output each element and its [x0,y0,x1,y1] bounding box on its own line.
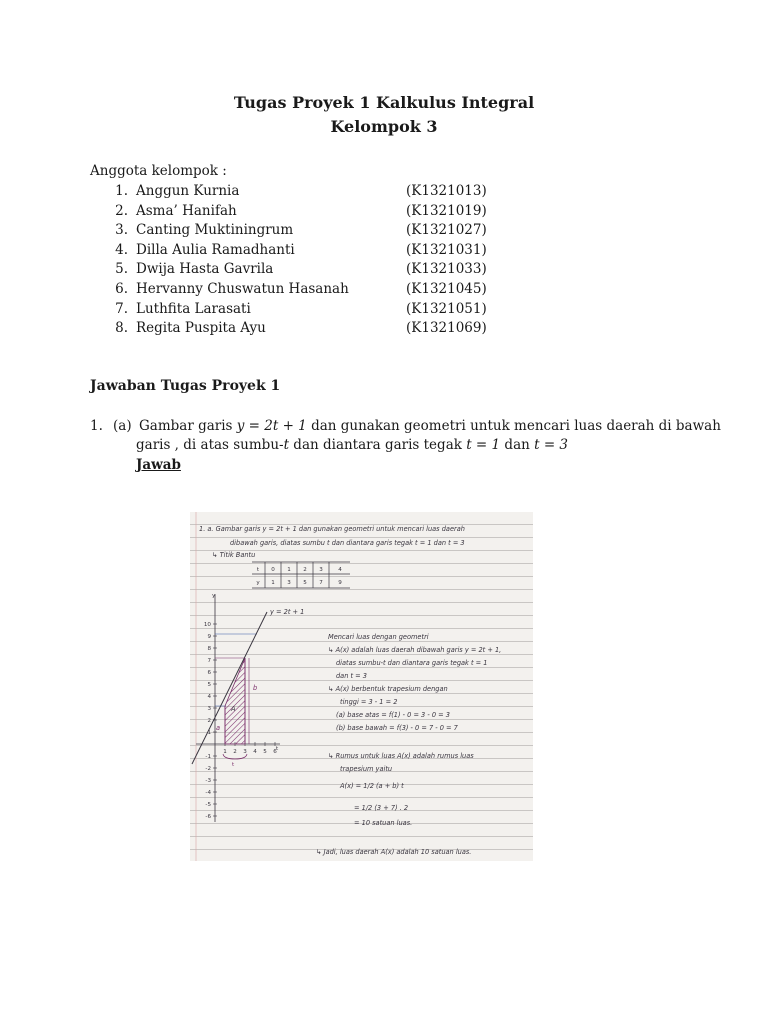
table-cell-t: 2 [303,567,307,573]
hw-note-line: = 1/2 (3 + 7) . 2 [354,804,409,812]
member-number: 2. [115,202,128,219]
y-tick-label: 3 [207,706,211,712]
axis-t-label: t [276,746,279,752]
axis-y-label: y [212,593,216,599]
member-row [110,320,530,340]
hw-note-line: diatas sumbu-t dan diantara garis tegak t = 1 [336,659,488,667]
question-part: (a) [113,418,132,434]
member-row [110,183,530,203]
table-cell-y: 7 [319,580,323,586]
hw-line3: ↳ Titik Bantu [212,551,256,559]
y-tick-label: 8 [207,646,211,652]
member-name: Anggun Kurnia [136,183,240,199]
document-subtitle: Kelompok 3 [330,117,438,136]
equation-line: y = 2t + 1 [236,418,307,434]
x-tick-label: 5 [263,749,267,755]
hw-line1: 1. a. Gambar garis y = 2t + 1 dan gunakan geometri untuk mencari luas daerah [199,525,465,533]
hw-note-line: trapesium yaitu [340,765,393,773]
member-nim: (K1321045) [406,281,487,297]
y-tick-label: -3 [205,778,211,784]
table-cell-y: 5 [303,580,307,586]
table-cell-y: 3 [287,580,291,586]
member-number: 7. [115,300,128,317]
variable-t: t [283,437,290,453]
equation-t3: t = 3 [534,437,569,453]
member-nim: (K1321019) [406,202,487,219]
table-cell-t: 0 [271,567,275,573]
question-text: dan [500,437,535,453]
y-tick-label: 1 [207,730,211,736]
handwritten-answer-sheet [190,512,533,861]
member-row [110,301,530,321]
member-name: Luthfita Larasati [136,300,251,317]
answers-heading: Jawaban Tugas Proyek 1 [90,378,281,394]
hw-note-line: ↳ Jadi, luas daerah A(x) adalah 10 satuan luas. [316,848,472,856]
member-name: Regita Puspita Ayu [136,320,266,337]
hw-note-line: A(x) = 1/2 (a + b) t [340,782,404,790]
table-cell-t: 1 [287,567,291,573]
member-nim: (K1321069) [406,320,487,337]
question-text: garis , di atas sumbu- [136,437,284,453]
jawab-label: Jawab [136,457,181,473]
hw-note-line: tinggi = 3 - 1 = 2 [340,698,398,706]
table-cell-t: t [256,567,260,573]
side-b-label: b [253,684,258,692]
y-tick-label: 6 [207,670,211,676]
handwritten-notes [316,633,501,856]
member-name: Hervanny Chuswatun Hasanah [136,281,349,297]
member-nim: (K1321031) [406,241,487,258]
y-tick-label: -6 [205,814,211,820]
member-number: 6. [115,281,128,297]
question-text: Gambar garis [139,418,237,434]
member-nim: (K1321027) [406,222,487,239]
members-label: Anggota kelompok : [90,163,227,179]
question-text: dan diantara garis tegak [289,437,467,453]
hw-note-line: (b) base bawah = f(3) - 0 = 7 - 0 = 7 [336,724,458,732]
hw-note-line: Mencari luas dengan geometri [328,633,429,641]
hw-note-line: (a) base atas = f(1) - 0 = 3 - 0 = 3 [336,711,450,719]
member-row [110,242,530,262]
handwritten-content [190,512,533,861]
y-tick-label: -2 [205,766,211,772]
member-nim: (K1321013) [406,183,487,199]
member-name: Canting Muktiningrum [136,222,294,239]
svg-text:t: t [232,762,235,768]
hw-note-line: ↳ A(x) adalah luas daerah dibawah garis y = 2t + 1, [328,646,502,654]
table-cell-y: y [256,580,260,586]
member-row [110,222,530,242]
x-tick-label: 1 [223,749,227,755]
x-tick-label: 4 [253,749,257,755]
side-a-label: a [216,724,221,732]
x-tick-label: 2 [233,749,237,755]
y-tick-label: 7 [207,658,211,664]
hw-note-line: dan t = 3 [336,672,367,680]
y-tick-label: -1 [205,754,211,760]
y-tick-label: 9 [207,634,211,640]
member-number: 4. [115,241,128,258]
x-tick-label: 6 [273,749,277,755]
graph-line-label: y = 2t + 1 [270,608,305,616]
handwritten-graph [192,593,304,822]
member-row [110,261,530,281]
hw-note-line: = 10 satuan luas. [354,819,413,827]
shaded-region [225,658,245,744]
member-number: 5. [115,261,128,278]
member-row [110,203,530,223]
table-cell-y: 1 [271,580,275,586]
table-cell-t: 3 [319,567,323,573]
y-tick-label: 4 [207,694,211,700]
y-tick-label: -4 [205,790,211,796]
y-tick-label: 2 [207,718,211,724]
question-text-line1 [139,418,721,434]
member-number: 1. [115,183,128,199]
titik-bantu-table [252,562,350,588]
x-tick-label: 3 [243,749,247,755]
table-cell-y: 9 [338,580,342,586]
member-name: Dwija Hasta Gavrila [136,261,274,278]
question-number: 1. [90,418,103,434]
member-nim: (K1321033) [406,261,487,278]
member-number: 3. [115,222,128,239]
y-tick-label: 5 [207,682,211,688]
y-tick-label: -5 [205,802,211,808]
hw-line2: dibawah garis, diatas sumbu t dan diantara garis tegak t = 1 dan t = 3 [230,539,465,547]
hw-note-line: ↳ Rumus untuk luas A(x) adalah rumus luas [328,752,474,760]
document-title: Tugas Proyek 1 Kalkulus Integral [233,93,535,112]
equation-t1: t = 1 [466,437,501,453]
hw-note-line: ↳ A(x) berbentuk trapesium dengan [328,685,448,693]
question-text-line2 [136,437,568,453]
question-text: dan gunakan geometri untuk mencari luas daerah di bawah [306,418,721,434]
member-row [110,281,530,301]
table-cell-t: 4 [338,567,342,573]
member-nim: (K1321051) [406,300,487,317]
member-name: Asma’ Hanifah [136,202,237,219]
region-label-a: A [231,705,236,713]
member-number: 8. [115,320,128,337]
y-tick-label: 10 [203,622,211,628]
member-name: Dilla Aulia Ramadhanti [136,241,295,258]
